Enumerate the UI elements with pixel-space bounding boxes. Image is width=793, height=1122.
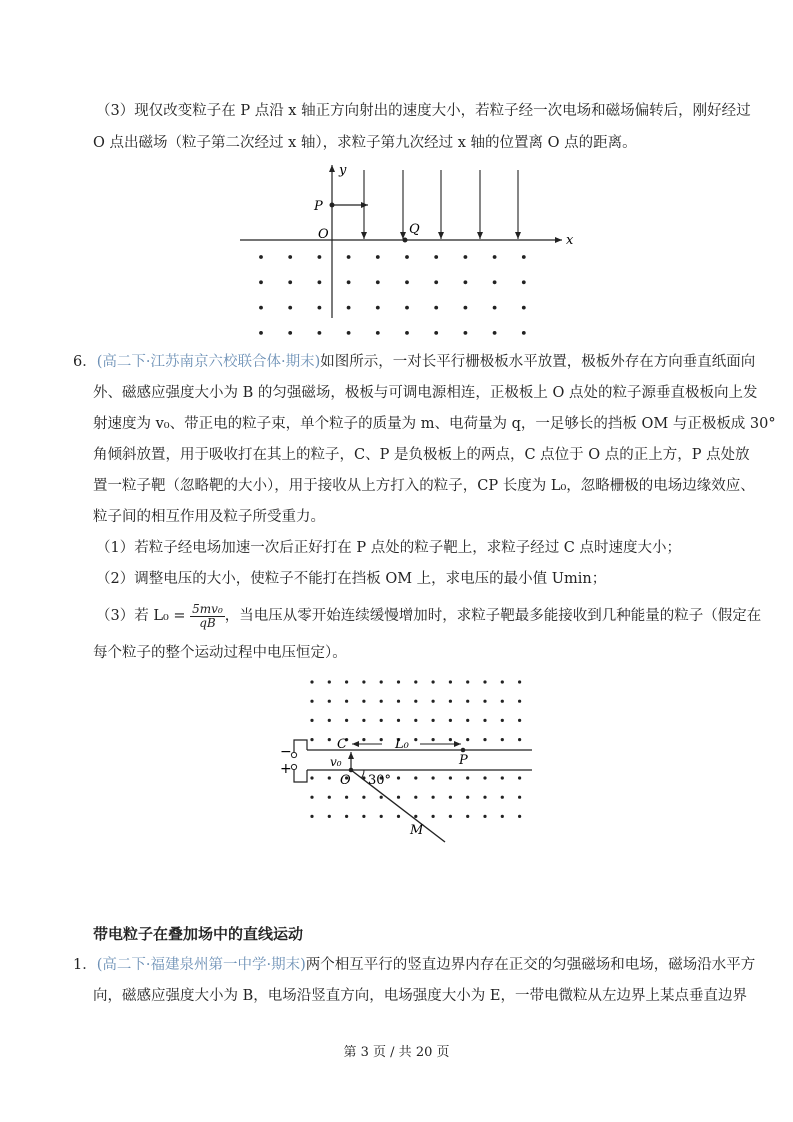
field-dot	[328, 680, 331, 683]
field-dot	[483, 719, 486, 722]
y-axis-label: y	[339, 163, 347, 178]
field-dot	[518, 680, 521, 683]
field-dot	[328, 738, 331, 741]
field-dot	[362, 796, 365, 799]
field-dot	[522, 306, 526, 310]
q6-part1: （1）若粒子经电场加速一次后正好打在 P 点处的粒子靶上，求粒子经过 C 点时速度大小；	[96, 540, 682, 556]
field-dot	[434, 280, 438, 284]
field-dot	[432, 700, 435, 703]
field-dot	[397, 815, 400, 818]
field-dot	[449, 680, 452, 683]
field-dot	[318, 306, 322, 310]
field-dot	[380, 700, 383, 703]
field-dot	[310, 680, 313, 683]
field-dot	[310, 815, 313, 818]
field-dot	[259, 331, 263, 335]
field-dot	[414, 776, 417, 779]
field-dot	[376, 331, 380, 335]
l0-fraction	[190, 603, 225, 630]
field-dot	[434, 255, 438, 259]
field-dot	[310, 796, 313, 799]
field-dot	[376, 306, 380, 310]
field-dot	[414, 738, 417, 741]
field-dot	[362, 719, 365, 722]
field-dot	[376, 280, 380, 284]
field-dot	[493, 255, 497, 259]
v0-label: v₀	[330, 755, 342, 769]
field-dot	[397, 719, 400, 722]
field-dot	[328, 719, 331, 722]
q6-part3-text: ，当电压从零开始连续缓慢增加时，求粒子靶最多能接收到几种能量的粒子（假定在	[224, 608, 762, 624]
q6-line6: 粒子间的相互作用及粒子所受重力。	[93, 509, 325, 525]
point-p-label: P	[459, 753, 468, 768]
field-dot	[310, 700, 313, 703]
q6-line1-text: 如图所示，一对长平行栅极板水平放置，极板外存在方向垂直纸面向	[320, 354, 756, 370]
q6-line4: 角倾斜放置，用于吸收打在其上的粒子，C、P 是负极板上的两点，C 点位于 O 点的正上方，P 点处放	[93, 447, 750, 463]
q1-source: (高二下·福建泉州第一中学·期末)	[96, 957, 306, 973]
q6-line5: 置一粒子靶（忽略靶的大小），用于接收从上方打入的粒子，CP 长度为 L₀，忽略栅极的电场边缘效应、	[93, 478, 755, 494]
field-dot	[434, 306, 438, 310]
wire-positive	[294, 770, 307, 782]
q6-line3: 射速度为 v₀、带正电的粒子束，单个粒子的质量为 m、电荷量为 q，一足够长的挡板 OM 与正极板成 30°	[93, 416, 776, 432]
figure-1	[0, 150, 793, 350]
field-dot	[493, 280, 497, 284]
field-dot	[405, 331, 409, 335]
field-dot	[397, 796, 400, 799]
minus-sign: −	[280, 744, 292, 760]
field-dot	[466, 796, 469, 799]
field-dot	[328, 815, 331, 818]
field-dot	[380, 719, 383, 722]
x-axis-label: x	[566, 233, 574, 248]
field-dot	[464, 306, 468, 310]
field-dot	[434, 331, 438, 335]
point-q-label: Q	[409, 222, 420, 237]
field-dot	[318, 331, 322, 335]
terminal-negative	[291, 752, 296, 757]
field-dot	[345, 680, 348, 683]
field-dot	[405, 306, 409, 310]
field-dot	[449, 776, 452, 779]
field-dot	[518, 776, 521, 779]
field-dot	[288, 255, 292, 259]
l0-label: L₀	[395, 737, 409, 752]
field-dot	[318, 280, 322, 284]
page-footer: 第 3 页 / 共 20 页	[343, 1045, 450, 1060]
field-dot	[345, 719, 348, 722]
point-p	[461, 748, 466, 753]
q1-line1	[73, 955, 755, 975]
field-dot	[466, 738, 469, 741]
baffle-om	[351, 770, 445, 842]
field-dot	[501, 738, 504, 741]
field-dot	[483, 776, 486, 779]
field-dot	[318, 255, 322, 259]
field-dot	[501, 700, 504, 703]
q1-line1-text: 两个相互平行的竖直边界内存在正交的匀强磁场和电场，磁场沿水平方	[305, 957, 756, 973]
field-dot	[345, 700, 348, 703]
field-dot	[328, 796, 331, 799]
origin-label: O	[318, 227, 329, 242]
field-dot	[464, 280, 468, 284]
field-dot	[362, 738, 365, 741]
field-dot	[362, 700, 365, 703]
field-dot	[449, 719, 452, 722]
field-dot	[345, 796, 348, 799]
field-dot	[345, 815, 348, 818]
field-dot	[432, 738, 435, 741]
wire-negative	[294, 740, 307, 752]
field-dot	[501, 680, 504, 683]
field-dot	[288, 280, 292, 284]
field-dot	[493, 331, 497, 335]
terminal-positive	[291, 764, 296, 769]
field-dot	[518, 700, 521, 703]
field-dot	[310, 719, 313, 722]
q6-part3	[96, 602, 761, 630]
point-c-label: C	[337, 737, 347, 752]
field-dot	[464, 255, 468, 259]
field-dot	[288, 331, 292, 335]
field-dot	[518, 796, 521, 799]
field-dot	[405, 255, 409, 259]
point-m-label: M	[410, 823, 424, 838]
point-o-label: O	[340, 773, 351, 788]
fraction-denominator: qB	[199, 615, 216, 630]
field-dot	[449, 700, 452, 703]
field-dot	[518, 738, 521, 741]
field-dot	[347, 255, 351, 259]
field-dot	[432, 776, 435, 779]
q6-line1	[73, 352, 755, 372]
field-dot	[397, 700, 400, 703]
field-dot	[518, 719, 521, 722]
field-dot	[466, 776, 469, 779]
field-dot	[501, 776, 504, 779]
fraction-numerator: 5mv₀	[192, 601, 223, 616]
field-dot	[449, 796, 452, 799]
field-dot	[522, 280, 526, 284]
field-dot	[362, 680, 365, 683]
section-title: 带电粒子在叠加场中的直线运动	[93, 925, 304, 943]
q1-line2: 向，磁感应强度大小为 B，电场沿竖直方向，电场强度大小为 E，一带电微粒从左边界上某点垂直边界	[93, 988, 747, 1004]
field-dot	[432, 815, 435, 818]
plus-sign: +	[280, 761, 292, 777]
figure-2	[0, 670, 793, 870]
magnetic-field-dots	[259, 255, 526, 335]
field-dot	[449, 815, 452, 818]
field-dot	[483, 738, 486, 741]
field-dot	[288, 306, 292, 310]
field-dot	[414, 700, 417, 703]
field-dot	[310, 738, 313, 741]
field-dot	[493, 306, 497, 310]
field-dot	[259, 280, 263, 284]
field-dot	[259, 255, 263, 259]
field-dot	[380, 738, 383, 741]
field-dot	[483, 700, 486, 703]
point-p-label: P	[314, 199, 323, 214]
field-dot	[466, 719, 469, 722]
field-dot	[397, 680, 400, 683]
field-dot	[414, 680, 417, 683]
field-dot	[414, 796, 417, 799]
field-dot	[259, 306, 263, 310]
q6-part2: （2）调整电压的大小，使粒子不能打在挡板 OM 上，求电压的最小值 Umin；	[96, 571, 607, 587]
field-dot	[449, 738, 452, 741]
field-dot	[376, 255, 380, 259]
field-dot	[466, 700, 469, 703]
field-dot	[483, 815, 486, 818]
field-dot	[483, 680, 486, 683]
field-dot	[522, 255, 526, 259]
angle-label: 30°	[368, 773, 392, 788]
field-dot	[432, 796, 435, 799]
field-dot	[466, 815, 469, 818]
field-dot	[347, 331, 351, 335]
field-dot	[362, 815, 365, 818]
field-dot	[380, 815, 383, 818]
q1-number: 1．	[73, 957, 97, 973]
q6-source: (高二下·江苏南京六校联合体·期末)	[96, 354, 321, 370]
point-q	[403, 238, 408, 243]
field-dot	[518, 815, 521, 818]
field-dot	[501, 815, 504, 818]
field-dot	[414, 815, 417, 818]
q5-part3-line1: （3）现仅改变粒子在 P 点沿 x 轴正方向射出的速度大小，若粒子经一次电场和磁场偏转后，刚好经过	[96, 103, 751, 119]
field-dot	[501, 796, 504, 799]
field-dot	[310, 776, 313, 779]
field-dot	[432, 719, 435, 722]
field-dot	[380, 796, 383, 799]
q6-part3-prefix: （3）若 L₀ =	[96, 608, 186, 624]
q6-number: 6．	[73, 354, 97, 370]
field-dot	[483, 796, 486, 799]
field-dot	[414, 719, 417, 722]
field-dot	[328, 776, 331, 779]
field-dot	[380, 680, 383, 683]
field-dot	[501, 719, 504, 722]
field-dot	[522, 331, 526, 335]
q6-part3-cont: 每个粒子的整个运动过程中电压恒定）。	[93, 645, 347, 661]
field-dot	[347, 280, 351, 284]
field-dot	[464, 331, 468, 335]
field-dot	[432, 680, 435, 683]
field-dot	[466, 680, 469, 683]
q5-part3-line2: O 点出磁场（粒子第二次经过 x 轴），求粒子第九次经过 x 轴的位置离 O 点的距离。	[93, 135, 637, 151]
field-dot	[347, 306, 351, 310]
field-dot	[328, 700, 331, 703]
electric-field-lines	[364, 170, 518, 239]
field-dot	[405, 280, 409, 284]
q6-line2: 外、磁感应强度大小为 B 的匀强磁场，极板与可调电源相连，正极板上 O 点处的粒子源垂直极板向上发	[93, 385, 758, 401]
field-dot	[397, 776, 400, 779]
